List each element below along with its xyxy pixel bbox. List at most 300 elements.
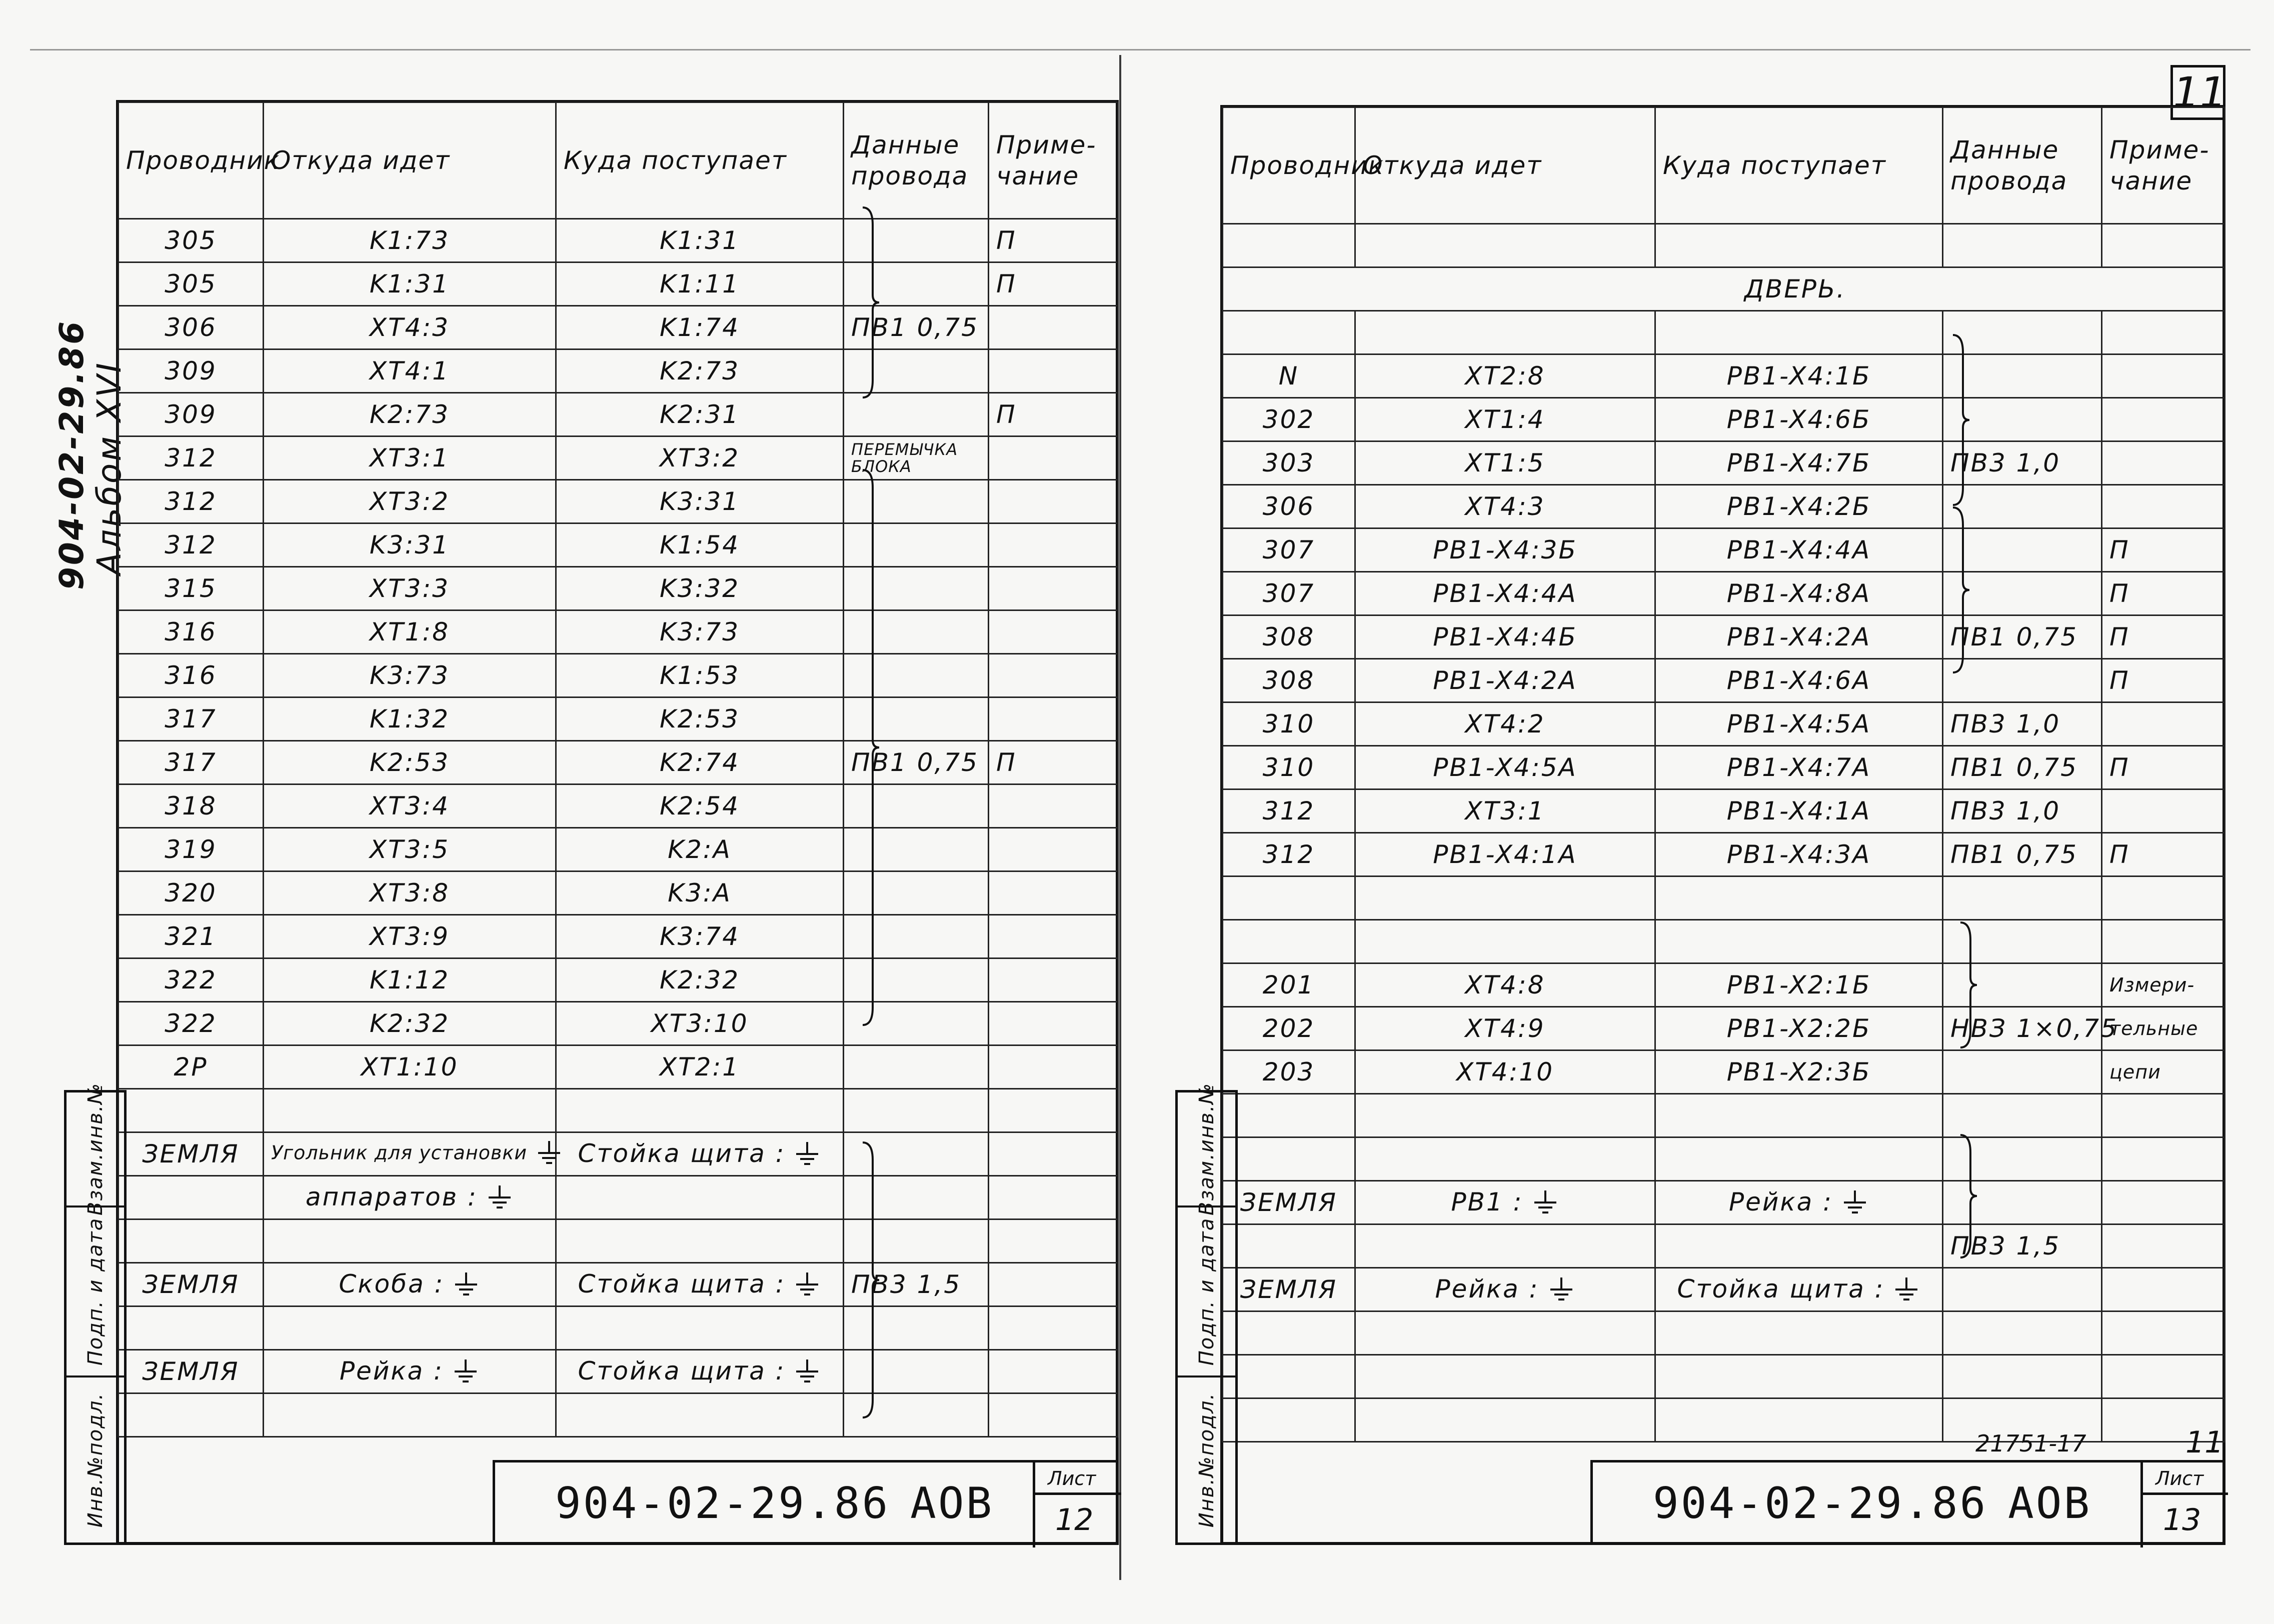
table-row xyxy=(1223,1355,2225,1398)
cell-text: 310 xyxy=(1262,753,1315,782)
right-side-inv: Инв.№подл. xyxy=(1195,1392,1218,1528)
cell-text: П xyxy=(996,400,1017,429)
cell-text: K1:53 xyxy=(659,661,740,690)
from-cell xyxy=(1355,1398,1655,1442)
note-cell xyxy=(989,1089,1118,1132)
to-cell xyxy=(556,306,844,350)
to-cell xyxy=(556,1263,844,1306)
to-cell xyxy=(556,1394,844,1437)
conductor-cell xyxy=(119,480,264,524)
cell-text: K3:A xyxy=(668,878,732,908)
cell-text: XT3:10 xyxy=(651,1009,749,1038)
wire-data-cell xyxy=(1943,876,2102,920)
cell-text: K1:74 xyxy=(659,313,740,342)
from-cell xyxy=(264,741,556,784)
cell-text: 201 xyxy=(1262,970,1315,1000)
table-row xyxy=(119,698,1118,741)
cell-text: XT1:8 xyxy=(369,618,450,646)
table-row xyxy=(119,915,1118,958)
cell-text: 203 xyxy=(1262,1058,1315,1086)
note-cell xyxy=(989,567,1118,610)
from-cell xyxy=(264,480,556,524)
cell-text: 316 xyxy=(165,618,217,646)
note-cell xyxy=(989,958,1118,1002)
cell-text: K3:31 xyxy=(369,530,450,560)
from-cell xyxy=(264,654,556,698)
note-cell xyxy=(989,1306,1118,1350)
cell-text: 312 xyxy=(165,487,217,516)
to-cell xyxy=(556,219,844,262)
to-cell xyxy=(1655,1007,1943,1050)
cell-text: 310 xyxy=(1262,710,1315,738)
cell-text: 309 xyxy=(165,400,217,429)
note-cell xyxy=(989,350,1118,393)
note-cell xyxy=(2102,311,2225,354)
left-table-header xyxy=(119,102,1118,219)
from-cell xyxy=(1355,1355,1655,1398)
cell-text: K3:73 xyxy=(659,618,740,646)
from-cell xyxy=(1355,790,1655,833)
from-cell xyxy=(264,1220,556,1263)
cell-text: П xyxy=(2109,666,2130,695)
conductor-cell xyxy=(119,524,264,567)
note-cell xyxy=(2102,1355,2225,1398)
cell-text: XT3:2 xyxy=(369,487,450,516)
to-cell xyxy=(556,1306,844,1350)
table-row xyxy=(1223,1094,2225,1138)
conductor-cell xyxy=(119,1306,264,1350)
table-row xyxy=(119,1046,1118,1089)
left-brace-1 xyxy=(860,205,880,400)
cell-text: ПВ1 0,75 xyxy=(851,313,979,342)
table-row xyxy=(119,436,1118,480)
conductor-cell xyxy=(119,1220,264,1263)
note-cell xyxy=(2102,1224,2225,1268)
cell-text: ПВ1 0,75 xyxy=(1950,753,2078,782)
note-cell xyxy=(2102,1312,2225,1355)
header-from: Откуда идет xyxy=(1355,108,1655,224)
left-title-stamp xyxy=(493,1460,1119,1545)
to-cell xyxy=(1655,702,1943,746)
to-cell xyxy=(556,654,844,698)
note-cell xyxy=(2102,964,2225,1007)
cell-text: 305 xyxy=(165,270,217,298)
cell-text: K2:A xyxy=(668,835,732,864)
conductor-cell xyxy=(1223,354,1355,398)
to-cell xyxy=(556,1176,844,1220)
table-row xyxy=(119,262,1118,306)
cell-text: K3:31 xyxy=(659,487,740,516)
conductor-cell xyxy=(119,958,264,1002)
cell-text: XT1:4 xyxy=(1465,405,1545,434)
cell-text: PB1-X4:1Б xyxy=(1726,362,1871,390)
table-row xyxy=(1223,920,2225,964)
right-sheet-number: 13 xyxy=(2163,1502,2201,1538)
cell-text: 322 xyxy=(165,1009,217,1038)
cell-text: П xyxy=(2109,753,2130,782)
from-cell xyxy=(264,1002,556,1046)
table-row xyxy=(1223,572,2225,616)
conductor-cell xyxy=(1223,1181,1355,1224)
cell-text: 312 xyxy=(165,444,217,472)
cell-text: PB1-X4:4A xyxy=(1726,536,1871,564)
cell-text: XT4:8 xyxy=(1465,970,1545,1000)
conductor-cell xyxy=(1223,1138,1355,1181)
right-table-header xyxy=(1223,108,2225,224)
header-to: Куда поступает xyxy=(556,102,844,219)
conductor-cell xyxy=(1223,790,1355,833)
ground-symbol-icon xyxy=(793,1358,821,1386)
from-cell xyxy=(1355,224,1655,268)
note-cell xyxy=(2102,1007,2225,1050)
conductor-cell xyxy=(119,393,264,436)
conductor-cell xyxy=(119,262,264,306)
note-cell xyxy=(989,828,1118,872)
left-brace-2 xyxy=(860,468,880,1028)
from-cell xyxy=(264,1089,556,1132)
cell-text: ПВ3 1,5 xyxy=(1950,1232,2061,1260)
cell-text: K2:31 xyxy=(659,400,740,429)
to-cell xyxy=(556,1089,844,1132)
note-cell xyxy=(2102,702,2225,746)
cell-text: K3:73 xyxy=(369,661,450,690)
conductor-cell xyxy=(1223,1094,1355,1138)
cell-text: ПВ3 1,0 xyxy=(1950,796,2061,826)
from-cell xyxy=(264,872,556,915)
cell-text: ПВ3 1,0 xyxy=(1950,710,2061,738)
cell-text: K2:53 xyxy=(369,748,450,777)
cell-text: Стойка щита : xyxy=(578,1138,786,1168)
table-row xyxy=(1223,528,2225,572)
cell-text: П xyxy=(2109,536,2130,564)
to-cell xyxy=(1655,485,1943,528)
to-cell xyxy=(556,1220,844,1263)
ground-symbol-icon xyxy=(1531,1190,1559,1218)
note-cell xyxy=(989,1132,1118,1176)
cell-text: K2:53 xyxy=(659,704,740,734)
cell-text: XT3:4 xyxy=(369,792,450,820)
cell-text: PB1-X4:4Б xyxy=(1433,622,1577,652)
from-cell xyxy=(1355,920,1655,964)
table-row xyxy=(119,1002,1118,1046)
table-row xyxy=(1223,1181,2225,1224)
from-cell xyxy=(1355,1138,1655,1181)
right-sheet-label: Лист xyxy=(2155,1468,2204,1490)
right-title-stamp xyxy=(1590,1460,2225,1545)
table-row xyxy=(1223,1312,2225,1355)
cell-text: XT4:3 xyxy=(1465,492,1545,521)
to-cell xyxy=(556,784,844,828)
conductor-cell xyxy=(119,219,264,262)
cell-text: XT2:1 xyxy=(659,1052,740,1082)
cell-text: ПЕРЕМЫЧКА БЛОКА xyxy=(851,440,958,476)
to-cell xyxy=(556,350,844,393)
to-cell xyxy=(1655,1268,1943,1312)
fold-line xyxy=(1119,55,1121,1580)
to-cell xyxy=(556,872,844,915)
cell-text: PB1-X4:8A xyxy=(1726,579,1871,608)
right-archive-number: 21751-17 xyxy=(1975,1430,2086,1457)
cell-text: 2P xyxy=(174,1052,208,1082)
conductor-cell xyxy=(1223,1224,1355,1268)
table-row xyxy=(1223,224,2225,268)
cell-text: ЗЕМЛЯ xyxy=(142,1140,240,1168)
note-cell xyxy=(2102,920,2225,964)
wire-data-cell xyxy=(1943,1268,2102,1312)
right-archive-sheet: 11 xyxy=(2185,1425,2224,1460)
to-cell xyxy=(1655,1312,1943,1355)
to-cell xyxy=(1655,442,1943,485)
conductor-cell xyxy=(1223,702,1355,746)
note-cell xyxy=(989,480,1118,524)
to-cell xyxy=(1655,1094,1943,1138)
table-row xyxy=(119,219,1118,262)
cell-text: 312 xyxy=(1262,796,1315,826)
cell-text: PB1-X4:3Б xyxy=(1433,536,1577,564)
cell-text: K1:12 xyxy=(369,966,450,994)
conductor-cell xyxy=(1223,1312,1355,1355)
conductor-cell xyxy=(119,1002,264,1046)
table-row xyxy=(1223,268,2225,311)
table-row xyxy=(1223,833,2225,876)
conductor-cell xyxy=(1223,833,1355,876)
from-cell xyxy=(1355,833,1655,876)
cell-text: 307 xyxy=(1262,536,1315,564)
to-cell xyxy=(1655,572,1943,616)
table-row xyxy=(1223,876,2225,920)
cell-text: Стойка щита : xyxy=(578,1356,786,1386)
to-cell xyxy=(556,698,844,741)
wire-data-cell xyxy=(844,1046,989,1089)
cell-text: K3:32 xyxy=(659,574,740,603)
table-row xyxy=(119,1089,1118,1132)
to-cell xyxy=(1655,354,1943,398)
ground-symbol-icon xyxy=(535,1140,563,1168)
conductor-cell xyxy=(119,784,264,828)
from-cell xyxy=(1355,1312,1655,1355)
table-row xyxy=(1223,354,2225,398)
from-cell xyxy=(264,567,556,610)
cell-text: PB1-X4:7A xyxy=(1726,753,1871,782)
cell-text: ПВ1 0,75 xyxy=(1950,840,2078,869)
conductor-cell xyxy=(1223,1355,1355,1398)
note-cell xyxy=(989,524,1118,567)
from-cell xyxy=(1355,746,1655,790)
cell-text: тельные xyxy=(2109,1018,2198,1040)
from-cell xyxy=(1355,659,1655,702)
to-cell xyxy=(1655,659,1943,702)
cell-text: ПВ3 1,5 xyxy=(851,1270,962,1299)
header-conductor: Проводник xyxy=(1223,108,1355,224)
table-row xyxy=(119,654,1118,698)
from-cell xyxy=(1355,1268,1655,1312)
conductor-cell xyxy=(1223,1268,1355,1312)
cell-text: XT2:8 xyxy=(1465,362,1545,390)
from-cell xyxy=(264,306,556,350)
conductor-cell xyxy=(119,741,264,784)
right-brace-2 xyxy=(1950,505,1970,675)
to-cell xyxy=(1655,746,1943,790)
cell-text: П xyxy=(2109,622,2130,652)
cell-text: НВЗ 1×0,75 xyxy=(1950,1014,2118,1043)
cell-text: XT1:5 xyxy=(1465,448,1545,478)
from-cell xyxy=(264,219,556,262)
cell-text: ЗЕМЛЯ xyxy=(1240,1275,1338,1304)
from-cell xyxy=(264,436,556,480)
cell-text: PB1-X2:1Б xyxy=(1726,970,1871,1000)
left-side-sign: Подп. и дата xyxy=(84,1217,107,1366)
cell-text: XT3:1 xyxy=(369,444,450,472)
from-cell xyxy=(1355,528,1655,572)
cell-text: PB1-X4:6A xyxy=(1726,666,1871,695)
cell-text: XT3:8 xyxy=(369,878,450,908)
note-cell xyxy=(2102,833,2225,876)
from-cell xyxy=(264,1306,556,1350)
to-cell xyxy=(1655,1224,1943,1268)
cell-text: 315 xyxy=(165,574,217,603)
right-wire-table xyxy=(1222,106,2225,1442)
to-cell xyxy=(556,741,844,784)
note-cell xyxy=(989,610,1118,654)
conductor-cell xyxy=(1223,224,1355,268)
table-row xyxy=(1223,1224,2225,1268)
cell-text: 317 xyxy=(165,748,217,777)
cell-text: PB1 : xyxy=(1451,1187,1523,1216)
to-cell xyxy=(1655,224,1943,268)
table-row xyxy=(1223,442,2225,485)
note-cell xyxy=(989,436,1118,480)
note-cell xyxy=(2102,790,2225,833)
note-cell xyxy=(989,1394,1118,1437)
conductor-cell xyxy=(1223,964,1355,1007)
wire-data-cell xyxy=(1943,224,2102,268)
cell-text: PB1-X4:5A xyxy=(1726,710,1871,738)
conductor-cell xyxy=(1223,616,1355,659)
wire-data-cell xyxy=(1943,1094,2102,1138)
ground-symbol-icon xyxy=(486,1184,514,1212)
to-cell xyxy=(1655,1138,1943,1181)
from-cell xyxy=(1355,1007,1655,1050)
conductor-cell xyxy=(1223,311,1355,354)
to-cell xyxy=(1655,398,1943,442)
table-row xyxy=(119,1263,1118,1306)
cell-text: Рейка : xyxy=(1435,1274,1539,1304)
note-cell xyxy=(2102,528,2225,572)
note-cell xyxy=(989,1263,1118,1306)
section-title: ДВЕРЬ. xyxy=(1744,274,1846,304)
cell-text: K2:73 xyxy=(369,400,450,429)
cell-text: 305 xyxy=(165,226,217,255)
cell-text: PB1-X4:4A xyxy=(1433,579,1577,608)
cell-text: ЗЕМЛЯ xyxy=(142,1270,240,1299)
header-from: Откуда идет xyxy=(264,102,556,219)
to-cell xyxy=(1655,1355,1943,1398)
note-cell xyxy=(989,915,1118,958)
note-cell xyxy=(2102,224,2225,268)
to-cell xyxy=(1655,616,1943,659)
cell-text: П xyxy=(996,226,1017,255)
table-row xyxy=(1223,964,2225,1007)
conductor-cell xyxy=(1223,1007,1355,1050)
note-cell xyxy=(989,262,1118,306)
table-row xyxy=(1223,311,2225,354)
table-row xyxy=(119,784,1118,828)
from-cell xyxy=(1355,702,1655,746)
right-corner-number: 11 xyxy=(2170,65,2225,120)
cell-text: K2:32 xyxy=(369,1009,450,1038)
cell-text: 303 xyxy=(1262,448,1315,478)
left-sheet-number: 12 xyxy=(1055,1502,1094,1538)
from-cell xyxy=(264,610,556,654)
ground-symbol-icon xyxy=(1892,1276,1920,1304)
cell-text: П xyxy=(996,748,1017,777)
from-cell xyxy=(264,350,556,393)
table-row xyxy=(1223,659,2225,702)
note-cell xyxy=(989,698,1118,741)
from-cell xyxy=(264,915,556,958)
from-cell xyxy=(1355,398,1655,442)
note-cell xyxy=(2102,616,2225,659)
cell-text: 306 xyxy=(165,313,217,342)
note-cell xyxy=(2102,398,2225,442)
table-row xyxy=(1223,398,2225,442)
table-row xyxy=(1223,746,2225,790)
from-cell xyxy=(264,524,556,567)
right-brace-3 xyxy=(1958,920,1978,1050)
cell-text: K2:32 xyxy=(659,966,740,994)
header-to: Куда поступает xyxy=(1655,108,1943,224)
header-note: Приме-чание xyxy=(2102,108,2225,224)
right-stamp-code: 904-02-29.86 xyxy=(1653,1478,1988,1528)
note-cell xyxy=(989,1350,1118,1394)
to-cell xyxy=(1655,833,1943,876)
cell-text: аппаратов : xyxy=(306,1182,478,1212)
cell-text: XT4:3 xyxy=(369,313,450,342)
to-cell xyxy=(1655,1398,1943,1442)
table-row xyxy=(119,958,1118,1002)
right-brace-4 xyxy=(1958,1132,1978,1260)
to-cell xyxy=(556,958,844,1002)
note-cell xyxy=(989,784,1118,828)
cell-text: 307 xyxy=(1262,579,1315,608)
cell-text: K3:74 xyxy=(659,922,740,951)
cell-text: ПВ3 1,0 xyxy=(1950,448,2061,478)
cell-text: 319 xyxy=(165,835,217,864)
table-row xyxy=(119,828,1118,872)
cell-text: XT3:5 xyxy=(369,835,450,864)
cell-text: П xyxy=(2109,840,2130,869)
cell-text: 308 xyxy=(1262,666,1315,695)
header-note: Приме-чание xyxy=(989,102,1118,219)
wire-data-cell xyxy=(1943,702,2102,746)
from-cell xyxy=(1355,964,1655,1007)
table-row xyxy=(119,350,1118,393)
conductor-cell xyxy=(119,1350,264,1394)
wire-data-cell xyxy=(844,1089,989,1132)
to-cell xyxy=(556,1002,844,1046)
note-cell xyxy=(989,1002,1118,1046)
cell-text: PB1-X4:3A xyxy=(1726,840,1871,869)
conductor-cell xyxy=(1223,485,1355,528)
conductor-cell xyxy=(119,436,264,480)
wire-data-cell xyxy=(1943,790,2102,833)
table-row xyxy=(1223,790,2225,833)
from-cell xyxy=(264,958,556,1002)
note-cell xyxy=(989,872,1118,915)
cell-text: PB1-X4:6Б xyxy=(1726,405,1871,434)
conductor-cell xyxy=(1223,876,1355,920)
left-side-inv: Инв.№подл. xyxy=(84,1392,107,1528)
